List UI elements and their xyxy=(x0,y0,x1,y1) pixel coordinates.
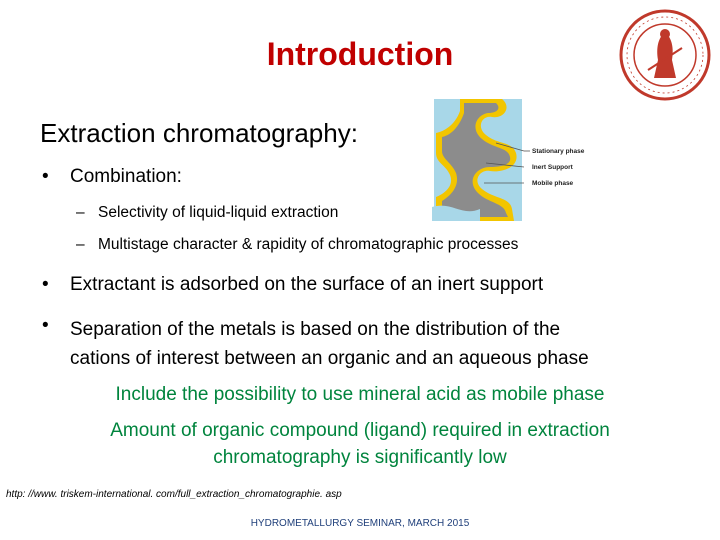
sub-bullet-dash: – xyxy=(76,236,85,253)
stationary-phase-label: Stationary phase xyxy=(532,148,585,155)
sub-bullet-text: Selectivity of liquid-liquid extraction xyxy=(98,204,339,221)
bullet-dot: • xyxy=(42,315,49,336)
highlight-ligand-amount: Amount of organic compound (ligand) required in extraction xyxy=(110,420,610,441)
bullet-text xyxy=(70,315,589,373)
highlight-mineral-acid: Include the possibility to use mineral acid as mobile phase xyxy=(115,384,605,405)
bullet-text-line-1: Separation of the metals is based on the distribution of the xyxy=(70,319,561,340)
highlight-ligand-amount-cont: chromatography is significantly low xyxy=(213,447,507,468)
mobile-phase-label: Mobile phase xyxy=(532,180,574,187)
slide-footer: HYDROMETALLURGY SEMINAR, MARCH 2015 xyxy=(250,518,470,529)
bullet-text-line-2: cations of interest between an organic and an aqueous phase xyxy=(70,348,589,369)
extraction-chromatography-figure xyxy=(432,97,618,225)
source-url: http: //www. triskem-international. com/full_extraction_chromatographie. asp xyxy=(6,489,342,500)
sub-bullet-text: Multistage character & rapidity of chromatographic processes xyxy=(98,236,519,253)
inert-support-label: Inert Support xyxy=(532,164,573,171)
sub-bullet-dash: – xyxy=(76,204,85,221)
slide-title: Introduction xyxy=(266,36,454,72)
bullet-text: Combination: xyxy=(70,166,182,187)
slide-heading: Extraction chromatography: xyxy=(40,118,358,148)
bullet-dot: • xyxy=(42,166,49,187)
bullet-text: Extractant is adsorbed on the surface of an inert support xyxy=(70,274,544,295)
university-seal-icon xyxy=(618,8,712,102)
bullet-dot: • xyxy=(42,274,49,295)
